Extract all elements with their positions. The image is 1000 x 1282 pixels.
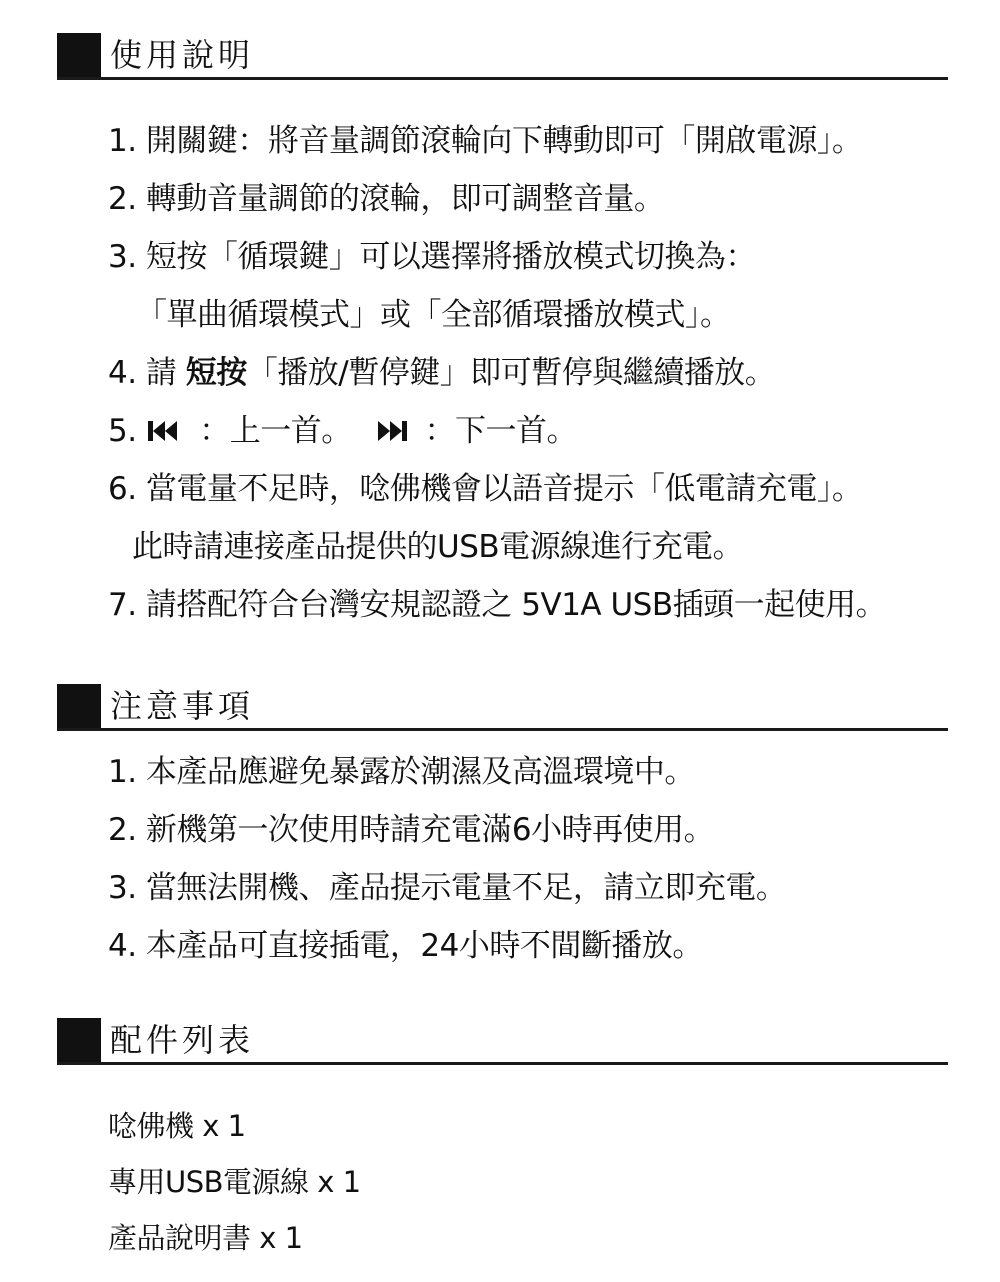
usage-item-6-cont: 此時請連接產品提供的USB電源線進行充電。: [132, 529, 744, 565]
usage-item-5: [108, 402, 886, 460]
notes-item-2: 2. 新機第一次使用時請充電滿6小時再使用。: [108, 812, 715, 848]
usage-item-4-prefix: 4. 請: [108, 355, 186, 391]
previous-track-icon: [146, 405, 180, 463]
usage-item-7: 7. 請搭配符合台灣安規認證之 5V1A USB插頭一起使用。: [108, 587, 887, 623]
section-marker-block: [57, 33, 101, 77]
usage-item-2: 2. 轉動音量調節的滾輪，即可調整音量。: [108, 181, 665, 217]
usage-title: 使用說明: [110, 36, 255, 74]
accessory-item-1: 唸佛機 x 1: [108, 1109, 246, 1143]
usage-item-5-prefix: 5.: [108, 413, 146, 449]
usage-item-5-prev-text: ：上一首。: [199, 413, 352, 449]
accessories-title: 配件列表: [110, 1021, 255, 1059]
notes-item-1: 1. 本產品應避免暴露於潮濕及高溫環境中。: [108, 754, 695, 790]
usage-header: [57, 33, 948, 80]
notes-list: [108, 743, 786, 975]
notes-item-3: 3. 當無法開機、產品提示電量不足，請立即充電。: [108, 870, 787, 906]
usage-item-1: 1. 開關鍵：將音量調節滾輪向下轉動即可「開啟電源」。: [108, 123, 863, 159]
usage-item-3-cont: 「單曲循環模式」或「全部循環播放模式」。: [136, 297, 731, 333]
usage-item-4-bold: 短按: [185, 355, 247, 391]
usage-item-4: [108, 344, 886, 402]
notes-title: 注意事項: [110, 687, 255, 725]
accessories-header: [57, 1018, 948, 1065]
usage-list: [108, 112, 886, 634]
accessory-item-3: 產品說明書 x 1: [108, 1221, 303, 1255]
section-marker-block: [57, 1018, 101, 1062]
section-marker-block: [57, 684, 101, 728]
notes-section: [57, 684, 948, 964]
usage-item-6: 6. 當電量不足時，唸佛機會以語音提示「低電請充電」。: [108, 471, 863, 507]
usage-item-3: 3. 短按「循環鍵」可以選擇將播放模式切換為：: [108, 239, 756, 275]
usage-section: [57, 33, 948, 623]
accessories-section: [57, 1018, 948, 1255]
notes-header: [57, 684, 948, 731]
usage-item-5-next-text: ：下一首。: [424, 413, 578, 449]
next-track-icon: [375, 405, 409, 463]
accessories-list: [108, 1098, 361, 1266]
usage-item-4-suffix: 「播放/暫停鍵」即可暫停與繼續播放。: [246, 355, 776, 391]
notes-item-4: 4. 本產品可直接插電，24小時不間斷播放。: [108, 928, 703, 964]
accessory-item-2: 專用USB電源線 x 1: [108, 1165, 361, 1199]
